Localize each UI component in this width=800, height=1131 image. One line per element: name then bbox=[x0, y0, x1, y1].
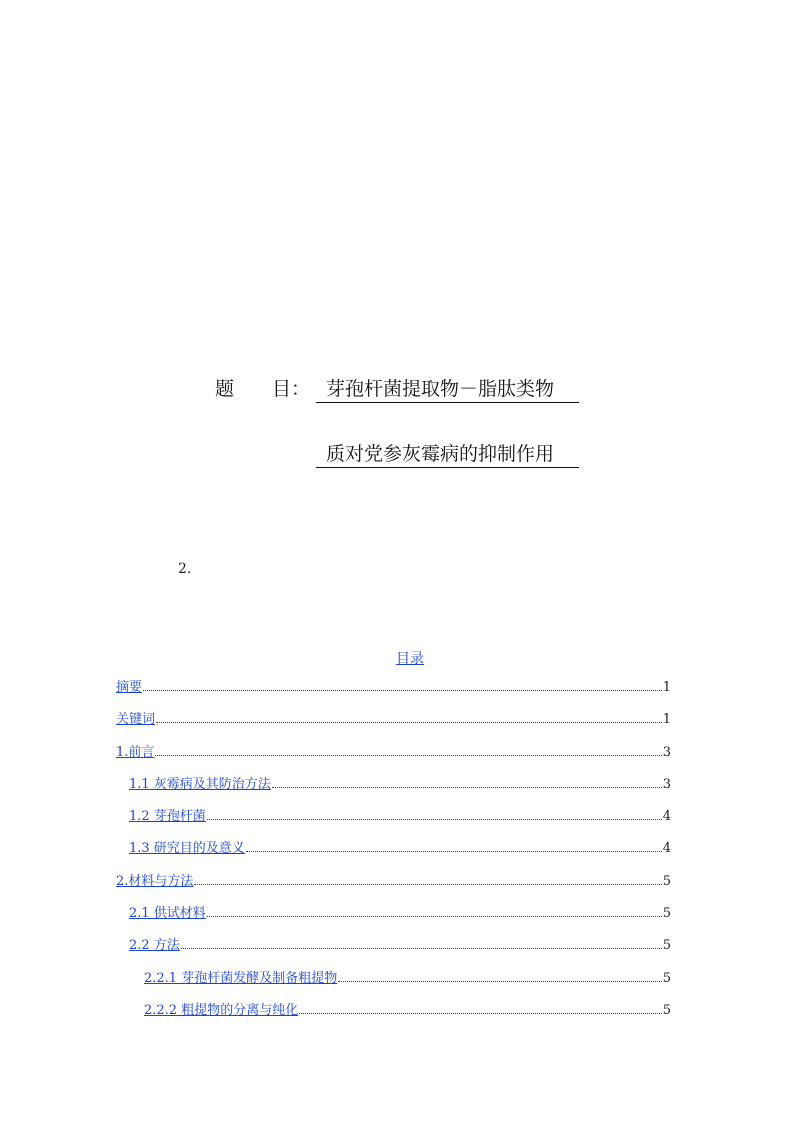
toc-leader-dots bbox=[194, 883, 661, 885]
toc-entry-label[interactable]: 1.3 研究目的及意义 bbox=[129, 841, 245, 857]
toc-entry-label[interactable]: 1.2 芽孢杆菌 bbox=[129, 809, 206, 825]
toc-entry-label[interactable]: 2.2 方法 bbox=[129, 938, 180, 954]
toc-entry-page: 1 bbox=[662, 712, 671, 728]
toc-entry-label[interactable]: 2.1 供试材料 bbox=[129, 906, 206, 922]
title-line-2: 质对党参灰霉病的抑制作用 bbox=[316, 439, 579, 468]
toc-entry-label[interactable]: 2.2.2 粗提物的分离与纯化 bbox=[144, 1002, 299, 1018]
toc-entry-2-2-1[interactable] bbox=[116, 970, 671, 1002]
toc-entry-1-1[interactable] bbox=[116, 776, 671, 808]
toc-entry-label[interactable]: 关键词 bbox=[116, 712, 156, 728]
toc-leader-dots bbox=[181, 947, 662, 949]
toc-entry-page: 5 bbox=[662, 970, 671, 986]
toc-leader-dots bbox=[299, 1012, 662, 1014]
title-label-char1: 题 bbox=[215, 378, 235, 400]
toc-entry-1-2[interactable] bbox=[116, 808, 671, 840]
toc-leader-dots bbox=[338, 980, 662, 982]
title-line-1: 芽孢杆菌提取物－脂肽类物 bbox=[316, 374, 579, 403]
toc-entry-2-2[interactable] bbox=[116, 937, 671, 969]
toc-entry-preface[interactable] bbox=[116, 744, 671, 776]
toc-heading[interactable]: 目录 bbox=[396, 651, 424, 667]
toc-entry-page: 4 bbox=[662, 809, 671, 825]
toc-entry-materials-methods[interactable] bbox=[116, 873, 671, 905]
toc-entry-page: 3 bbox=[662, 744, 671, 760]
toc-entry-page: 5 bbox=[662, 873, 671, 889]
toc-entry-2-1[interactable] bbox=[116, 905, 671, 937]
toc-entry-label[interactable]: 1.1 灰霉病及其防治方法 bbox=[129, 776, 271, 792]
toc-entry-page: 1 bbox=[662, 680, 671, 695]
toc-leader-dots bbox=[143, 689, 662, 691]
toc-entry-page: 5 bbox=[662, 1002, 671, 1018]
toc-leader-dots bbox=[207, 818, 662, 820]
section-number: 2. bbox=[178, 561, 192, 577]
toc-entry-label[interactable]: 2.材料与方法 bbox=[116, 873, 194, 889]
toc-entry-label[interactable]: 2.2.1 芽孢杆菌发酵及制备粗提物 bbox=[144, 970, 338, 986]
title-label-char2: 目： bbox=[272, 378, 311, 400]
toc-entry-page: 5 bbox=[662, 938, 671, 954]
table-of-contents bbox=[116, 679, 671, 1034]
toc-entry-abstract[interactable] bbox=[116, 679, 671, 711]
toc-leader-dots bbox=[272, 786, 662, 788]
title-label bbox=[215, 374, 310, 401]
toc-leader-dots bbox=[155, 754, 661, 756]
toc-entry-keywords[interactable] bbox=[116, 711, 671, 743]
toc-entry-page: 5 bbox=[662, 906, 671, 922]
toc-entry-1-3[interactable] bbox=[116, 840, 671, 872]
toc-leader-dots bbox=[207, 915, 662, 917]
toc-entry-page: 3 bbox=[662, 776, 671, 792]
toc-entry-page: 4 bbox=[662, 841, 671, 857]
toc-leader-dots bbox=[156, 721, 662, 723]
toc-entry-label[interactable]: 摘要 bbox=[116, 680, 143, 695]
toc-entry-2-2-2[interactable] bbox=[116, 1002, 671, 1034]
toc-entry-label[interactable]: 1.前言 bbox=[116, 744, 155, 760]
toc-leader-dots bbox=[246, 850, 662, 852]
